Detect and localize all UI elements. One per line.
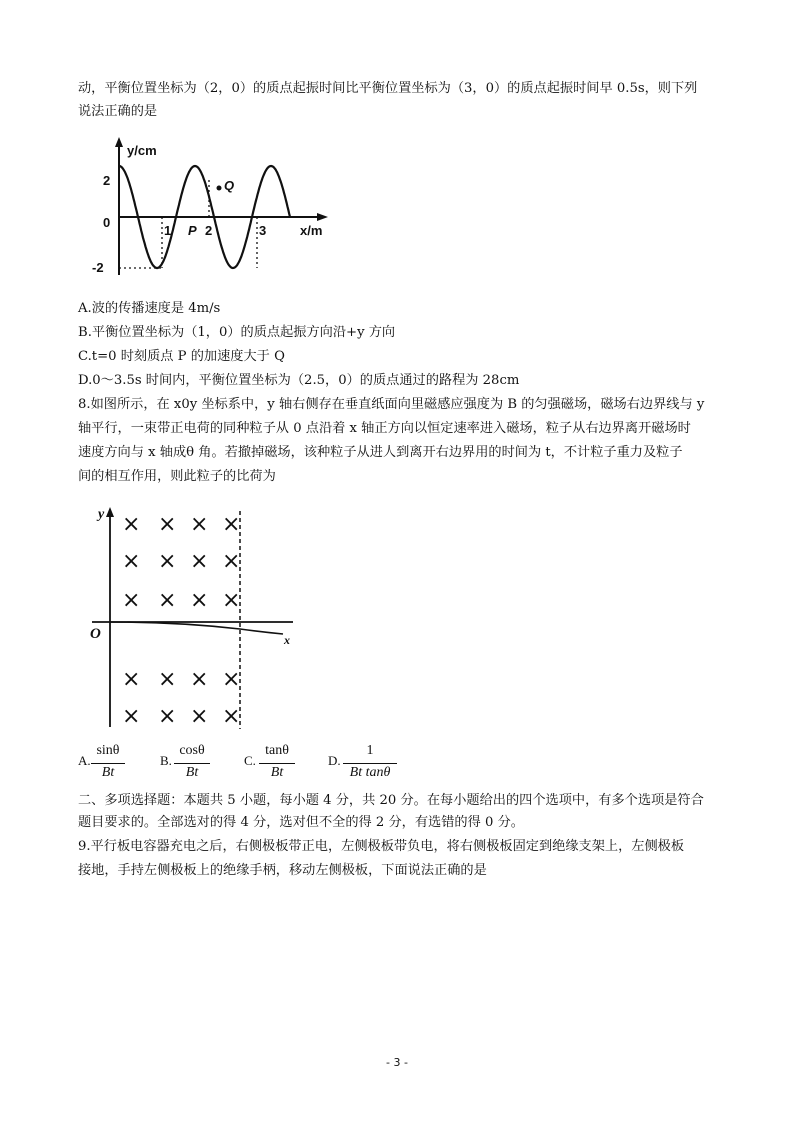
q8-option-c-bar bbox=[259, 763, 295, 764]
wave-x-tick-1: 1 bbox=[164, 223, 172, 238]
q8-option-b bbox=[160, 743, 240, 783]
field-cross-20: × bbox=[222, 704, 241, 729]
q8-option-d-bar bbox=[343, 763, 397, 764]
q8-option-c-numerator: tanθ bbox=[265, 743, 289, 758]
field-cross-11: × bbox=[190, 588, 209, 613]
field-cross-5: × bbox=[122, 549, 141, 574]
q8-option-b-denominator: Bt bbox=[185, 765, 199, 780]
section2-line-2: 题目要求的。全部选对的得 4 分，选对但不全的得 2 分，有选错的得 0 分。 bbox=[78, 815, 524, 830]
field-cross-3: × bbox=[190, 512, 209, 537]
q8-line-3: 速度方向与 x 轴成θ 角。若撤掉磁场，该种粒子从进人到离开右边界用的时间为 t，不计粒子重力及粒子 bbox=[78, 445, 683, 460]
field-cross-1: × bbox=[122, 512, 141, 537]
q7-option-c: C.t=0 时刻质点 P 的加速度大于 Q bbox=[78, 349, 285, 364]
q9-line-1: 9.平行板电容器充电之后，右侧极板带正电，左侧极板带负电，将右侧极板固定到绝缘支架上，左侧极板 bbox=[78, 839, 685, 854]
page-number: - 3 - bbox=[386, 1056, 408, 1069]
q7-option-b: B.平衡位置坐标为（1，0）的质点起振方向沿+y 方向 bbox=[78, 325, 396, 340]
field-cross-18: × bbox=[158, 704, 177, 729]
q7-option-a: A.波的传播速度是 4m/s bbox=[78, 301, 221, 316]
field-cross-12: × bbox=[222, 588, 241, 613]
wave-x-tick-3: 3 bbox=[259, 223, 267, 238]
q8-line-4: 间的相互作用，则此粒子的比荷为 bbox=[78, 469, 276, 484]
wave-figure bbox=[92, 135, 360, 285]
field-cross-19: × bbox=[190, 704, 209, 729]
wave-x-tick-2: 2 bbox=[205, 223, 213, 238]
q8-option-a-denominator: Bt bbox=[101, 765, 115, 780]
q7-option-d: D.0～3.5s 时间内，平衡位置坐标为（2.5，0）的质点通过的路程为 28cm bbox=[78, 373, 520, 388]
field-cross-6: × bbox=[158, 549, 177, 574]
q8-option-b-label: B. bbox=[160, 753, 172, 768]
q8-option-b-bar bbox=[174, 763, 210, 764]
wave-point-q: Q bbox=[224, 178, 235, 193]
field-cross-16: × bbox=[222, 667, 241, 692]
field-cross-13: × bbox=[122, 667, 141, 692]
q8-option-d-numerator: 1 bbox=[366, 743, 374, 758]
wave-y-label: y/cm bbox=[127, 143, 157, 158]
q7-intro-line-1: 动，平衡位置坐标为（2，0）的质点起振时间比平衡位置坐标为（3，0）的质点起振时间早 0.5s，则下列 bbox=[78, 81, 698, 96]
field-cross-9: × bbox=[122, 588, 141, 613]
field-cross-4: × bbox=[222, 512, 241, 537]
q8-option-a-numerator: sinθ bbox=[96, 743, 120, 758]
field-figure bbox=[88, 503, 318, 733]
q8-line-1: 8.如图所示，在 x0y 坐标系中，y 轴右侧存在垂直纸面向里磁感应强度为 B 的匀强磁场，磁场右边界线与 y bbox=[78, 397, 705, 412]
wave-y-tick-0: 0 bbox=[103, 215, 111, 230]
q8-option-d-label: D. bbox=[328, 753, 341, 768]
field-y-label: y bbox=[98, 507, 105, 522]
field-cross-8: × bbox=[222, 549, 241, 574]
wave-point-q-dot bbox=[217, 186, 222, 191]
q8-option-c-denominator: Bt bbox=[270, 765, 284, 780]
field-cross-7: × bbox=[190, 549, 209, 574]
field-crosses bbox=[122, 512, 240, 729]
field-cross-17: × bbox=[122, 704, 141, 729]
wave-point-p: P bbox=[188, 223, 197, 238]
wave-y-tick-2: 2 bbox=[103, 173, 111, 188]
field-cross-2: × bbox=[158, 512, 177, 537]
q8-option-a-label: A. bbox=[78, 753, 91, 768]
q8-option-c bbox=[244, 743, 324, 783]
wave-x-label: x/m bbox=[300, 223, 323, 238]
q8-option-d-denominator: Bt tanθ bbox=[349, 765, 391, 780]
section2-line-1: 二、多项选择题：本题共 5 小题，每小题 4 分，共 20 分。在每小题给出的四个选项中，有多个选项是符合 bbox=[78, 793, 704, 808]
q8-option-c-label: C. bbox=[244, 753, 256, 768]
q8-option-a-bar bbox=[91, 763, 125, 764]
field-cross-15: × bbox=[190, 667, 209, 692]
field-cross-14: × bbox=[158, 667, 177, 692]
q8-option-d bbox=[328, 743, 418, 783]
wave-y-arrow bbox=[115, 137, 123, 147]
wave-x-arrow bbox=[317, 213, 328, 221]
q9-line-2: 接地，手持左侧极板上的绝缘手柄，移动左侧极板，下面说法正确的是 bbox=[78, 863, 487, 878]
q7-intro-line-2: 说法正确的是 bbox=[78, 104, 158, 119]
field-y-arrow bbox=[106, 507, 114, 517]
particle-trajectory bbox=[110, 622, 283, 634]
q8-option-b-numerator: cosθ bbox=[179, 743, 205, 758]
q8-option-a bbox=[78, 743, 158, 783]
q8-line-2: 轴平行，一束带正电荷的同种粒子从 0 点沿着 x 轴正方向以恒定速率进入磁场，粒子从右边界离开磁场时 bbox=[78, 421, 691, 436]
wave-y-tick-neg2: -2 bbox=[92, 260, 104, 275]
field-x-label: x bbox=[284, 633, 290, 647]
field-cross-10: × bbox=[158, 588, 177, 613]
field-origin-label: O bbox=[90, 626, 101, 642]
